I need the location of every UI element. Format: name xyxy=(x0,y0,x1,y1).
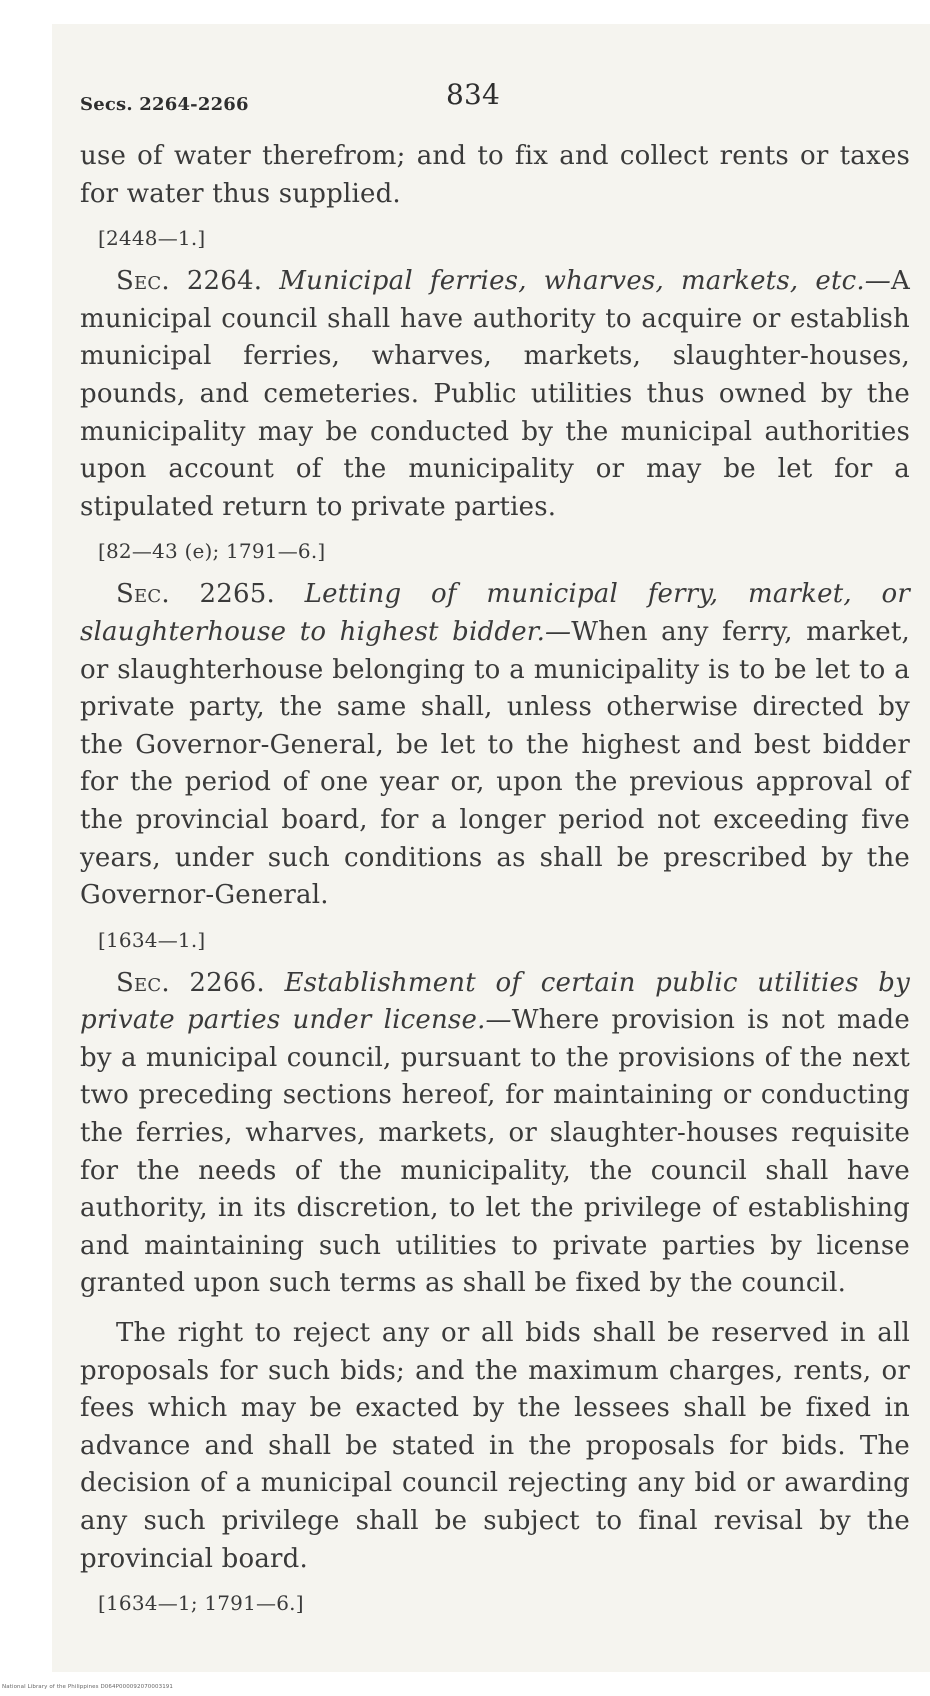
section-2264 xyxy=(80,263,910,526)
citation: [1634—1; 1791—6.] xyxy=(98,1591,304,1616)
section-body: Where provision is not made by a municipal council, pursuant to the provisions of the next two preceding sections hereof, for maintaining or conducting the ferries, wharves, markets, or slaughter-houses requisite for the needs of the municipality, the council shall have authority, in its discretion, to let the privilege of establishing and maintaining such utilities to private parties by license granted upon such terms as shall be fixed by the council. xyxy=(80,1005,910,1299)
bids-paragraph: The right to reject any or all bids shall be reserved in all proposals for such bids; and the maximum charges, rents, or fees which may be exacted by the lessees shall be fixed in advance and shall be stated in the proposals for bids. The decision of a municipal council rejecting any bid or awarding any such privilege shall be subject to final revisal by the provincial board. xyxy=(80,1318,910,1574)
section-label: Sec. 2264. xyxy=(116,266,263,297)
page-number: 834 xyxy=(446,78,501,111)
section-body: A municipal council shall have authority to acquire or establish municipal ferries, wharves, markets, slaughter-houses, pounds, and cemeteries. Public utilities thus owned by the municipality may be conducted by the municipal authorities upon account of the municipality or may be let for a stipulated return to private parties. xyxy=(80,266,910,522)
section-2266 xyxy=(80,965,910,1303)
page-text xyxy=(80,78,911,1628)
continuation-paragraph: use of water therefrom; and to fix and collect rents or taxes for water thus supplied. xyxy=(80,141,910,209)
section-caption: Establishment of certain public utilities by private parties under license.— xyxy=(80,967,910,1036)
section-body: When any ferry, market, or slaughterhouse belonging to a municipality is to be let to a private party, the same shall, unless otherwise directed by the Governor-General, be let to the highest and best bidder for the period of one year or, upon the previous approval of the provincial board, for a longer period not exceeding five years, under such conditions as shall be prescribed by the Governor-General. xyxy=(80,616,910,911)
running-head xyxy=(80,78,910,138)
section-caption: Municipal ferries, wharves, markets, etc.— xyxy=(279,266,892,297)
section-2265 xyxy=(80,576,910,914)
citation: [2448—1.] xyxy=(98,226,206,251)
section-caption: Letting of municipal ferry, market, or slaughterhouse to highest bidder.— xyxy=(80,579,911,647)
book-page xyxy=(52,24,930,1672)
source-footer: National Library of the Philippines D064P000092070003191 xyxy=(2,1684,173,1690)
citation: [1634—1.] xyxy=(98,927,206,952)
section-label: Sec. 2266. xyxy=(116,967,265,998)
section-label: Sec. 2265. xyxy=(116,579,275,610)
citation: [82—43 (e); 1791—6.] xyxy=(98,539,326,564)
section-range: Secs. 2264-2266 xyxy=(80,94,249,115)
